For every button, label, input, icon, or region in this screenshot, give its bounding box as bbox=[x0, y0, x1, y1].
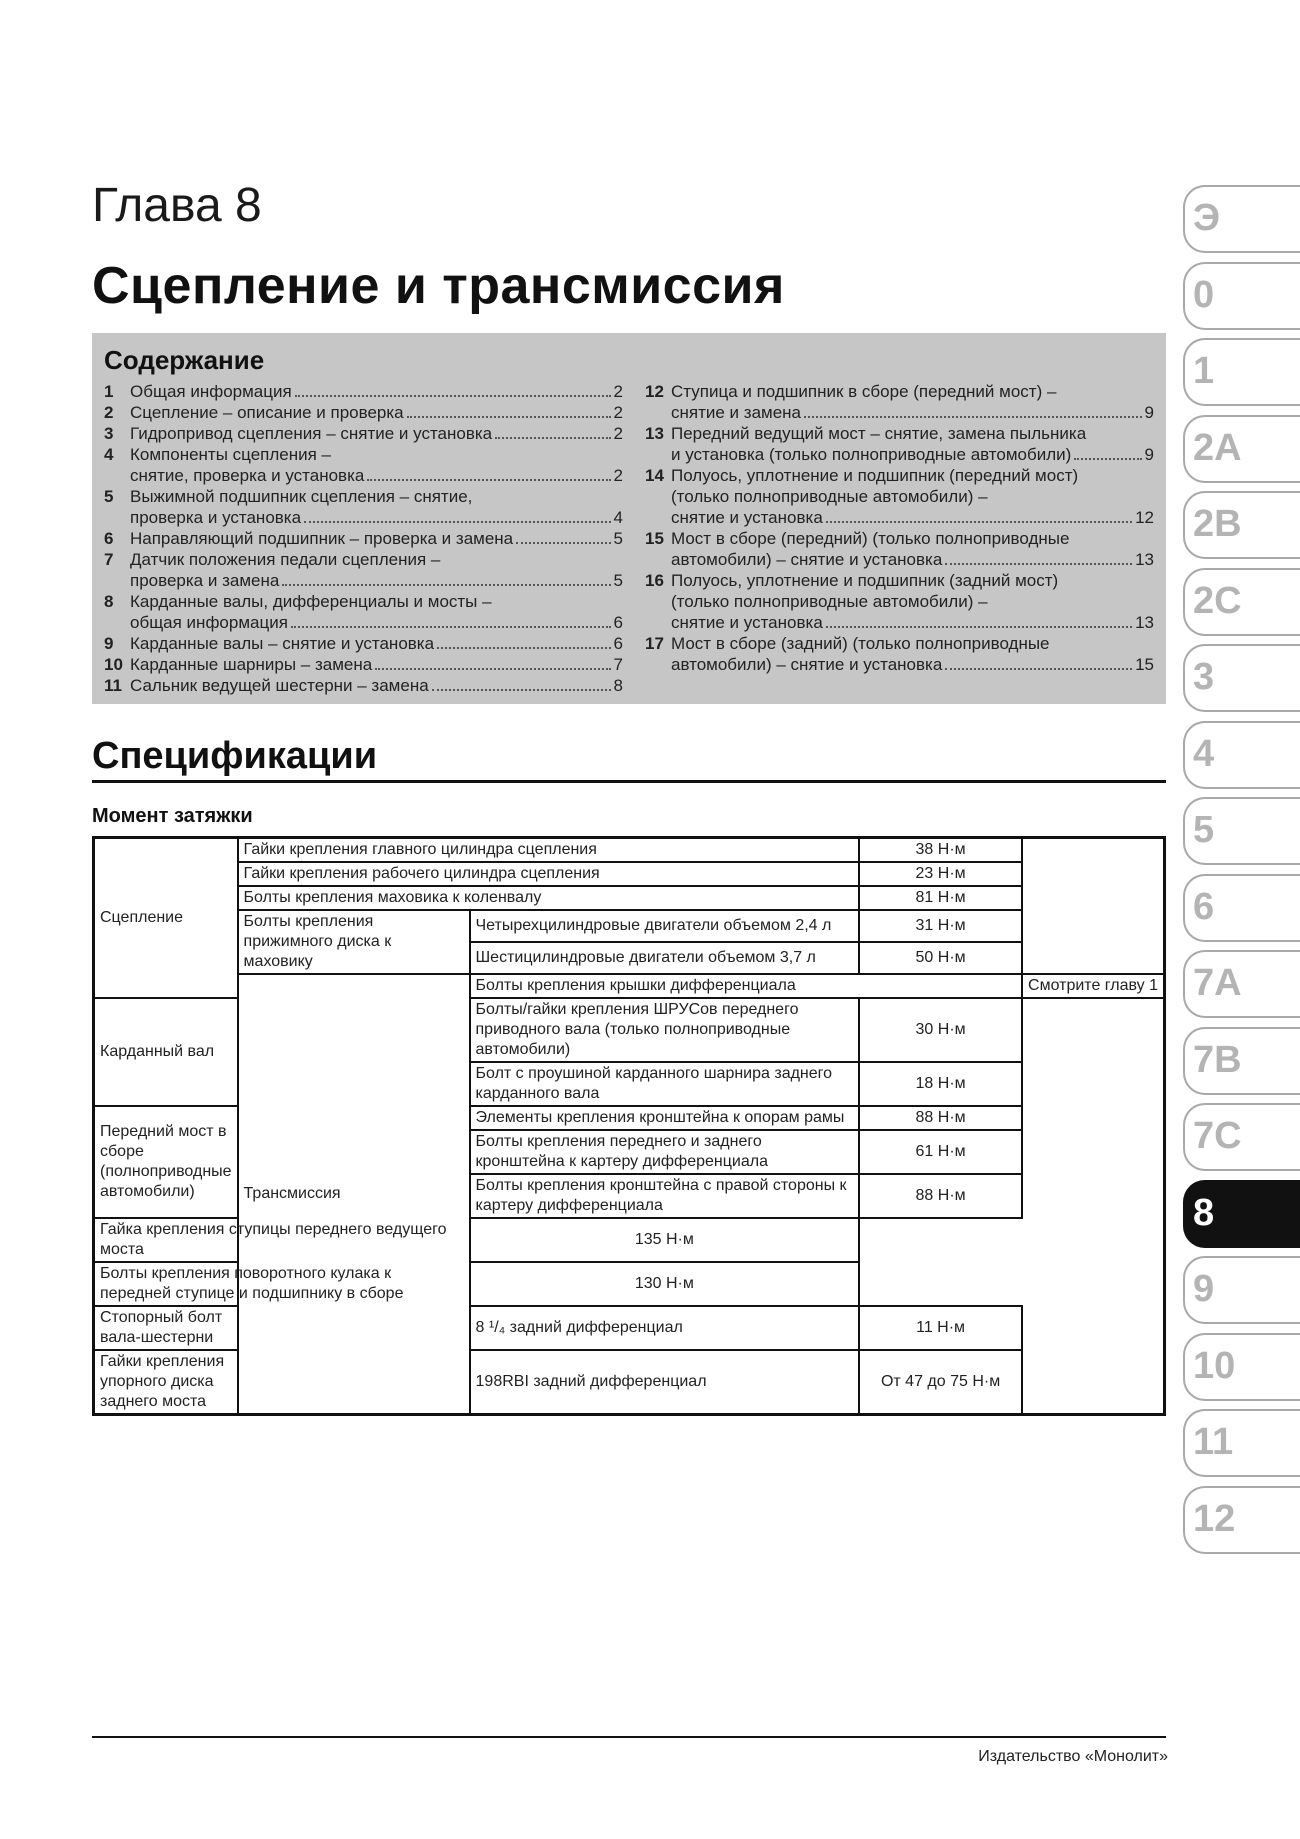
toc-number: 8 bbox=[104, 592, 114, 611]
chapter-tab[interactable] bbox=[1183, 721, 1300, 789]
toc-page-number: 6 bbox=[613, 613, 623, 632]
torque-value: 23 Н·м bbox=[859, 862, 1022, 886]
footer-divider bbox=[92, 1736, 1166, 1738]
chapter-tab[interactable] bbox=[1183, 1256, 1300, 1324]
chapter-tab-label: 11 bbox=[1193, 1421, 1234, 1463]
chapter-tab-label: 2B bbox=[1193, 503, 1242, 545]
chapter-tab[interactable] bbox=[1183, 262, 1300, 330]
table-cell: Болты крепления крышки дифференциала bbox=[470, 974, 1023, 998]
toc-page-number: 4 bbox=[613, 508, 623, 527]
table-cell: Передний мост в сборе (полноприводные автомобили) bbox=[94, 1106, 238, 1218]
toc-text: Сцепление – описание и проверка bbox=[130, 403, 404, 422]
toc-number: 2 bbox=[104, 403, 114, 422]
table-cell: Гайки крепления главного цилиндра сцепления bbox=[238, 838, 860, 863]
toc-leader bbox=[432, 689, 611, 691]
toc-leader bbox=[826, 521, 1132, 523]
chapter-title: Сцепление и трансмиссия bbox=[92, 257, 785, 315]
toc-text: (только полноприводные автомобили) – bbox=[671, 592, 988, 611]
toc-entry bbox=[645, 528, 1154, 570]
transmission-group-cell: Трансмиссия bbox=[238, 974, 470, 1415]
toc-page-number: 5 bbox=[613, 571, 623, 590]
toc-entry bbox=[104, 549, 623, 591]
table-cell: Болты крепления прижимного диска к маховику bbox=[238, 910, 470, 974]
toc-entry bbox=[645, 423, 1154, 465]
toc-entry bbox=[104, 486, 623, 528]
toc-number: 10 bbox=[104, 655, 123, 674]
toc-text: Направляющий подшипник – проверка и замена bbox=[130, 529, 514, 548]
toc-leader bbox=[826, 626, 1132, 628]
toc-text: и установка (только полноприводные автомобили) bbox=[671, 445, 1072, 464]
chapter-tab-label: 7A bbox=[1193, 962, 1242, 1004]
chapter-tab[interactable] bbox=[1183, 1103, 1300, 1171]
toc-number: 15 bbox=[645, 529, 664, 548]
toc-leader bbox=[945, 668, 1132, 670]
toc-number: 5 bbox=[104, 487, 114, 506]
toc-number: 12 bbox=[645, 382, 664, 401]
table-cell: Шестицилиндровые двигатели объемом 3,7 л bbox=[470, 942, 860, 974]
chapter-tab[interactable] bbox=[1183, 797, 1300, 865]
toc-entry bbox=[645, 570, 1154, 633]
toc-text: Полуось, уплотнение и подшипник (задний мост) bbox=[671, 571, 1059, 590]
chapter-tab-label: 12 bbox=[1193, 1497, 1236, 1540]
torque-value: 88 Н·м bbox=[859, 1106, 1022, 1130]
toc-page-number: 2 bbox=[613, 424, 623, 443]
torque-value: 130 Н·м bbox=[470, 1262, 860, 1306]
table-cell: Гайки крепления упорного диска заднего моста bbox=[94, 1350, 238, 1415]
toc-entry bbox=[104, 633, 623, 654]
toc-text: Мост в сборе (передний) (только полноприводные bbox=[671, 529, 1070, 548]
contents-left-column bbox=[104, 381, 623, 696]
toc-entry bbox=[104, 591, 623, 633]
toc-leader bbox=[516, 542, 610, 544]
chapter-tab-label: 7C bbox=[1193, 1115, 1242, 1157]
toc-page-number: 2 bbox=[613, 382, 623, 401]
specs-divider bbox=[92, 780, 1166, 783]
table-cell: Гайка крепления ступицы переднего ведущего моста bbox=[94, 1218, 470, 1262]
torque-value: 81 Н·м bbox=[859, 886, 1022, 910]
torque-value: Смотрите главу 1 bbox=[1022, 974, 1164, 998]
chapter-tab[interactable] bbox=[1183, 185, 1300, 253]
toc-number: 1 bbox=[104, 382, 114, 401]
toc-entry bbox=[645, 465, 1154, 528]
table-row bbox=[94, 862, 1165, 886]
toc-text: снятие и установка bbox=[671, 508, 823, 527]
chapter-tab[interactable] bbox=[1183, 1486, 1300, 1554]
toc-page-number: 9 bbox=[1144, 403, 1154, 422]
toc-page-number: 5 bbox=[613, 529, 623, 548]
table-cell: Стопорный болт вала-шестерни bbox=[94, 1306, 238, 1350]
table-cell: Элементы крепления кронштейна к опорам рамы bbox=[470, 1106, 860, 1130]
toc-text: снятие, проверка и установка bbox=[130, 466, 365, 485]
toc-number: 9 bbox=[104, 634, 114, 653]
toc-text: проверка и замена bbox=[130, 571, 280, 590]
chapter-tab-label: 3 bbox=[1193, 656, 1215, 698]
toc-number: 3 bbox=[104, 424, 114, 443]
table-row bbox=[94, 974, 1165, 998]
toc-text: общая информация bbox=[130, 613, 288, 632]
toc-entry bbox=[104, 423, 623, 444]
chapter-label: Глава 8 bbox=[92, 179, 262, 232]
chapter-tab-label: 7B bbox=[1193, 1038, 1242, 1081]
chapter-tab-label: 9 bbox=[1193, 1268, 1215, 1310]
toc-text: Карданные валы – снятие и установка bbox=[130, 634, 435, 653]
torque-value: 50 Н·м bbox=[859, 942, 1022, 974]
toc-entry bbox=[104, 381, 623, 402]
toc-text: Выжимной подшипник сцепления – снятие, bbox=[130, 487, 473, 506]
toc-page-number: 9 bbox=[1144, 445, 1154, 464]
toc-text: снятие и замена bbox=[671, 403, 802, 422]
toc-text: Карданные шарниры – замена bbox=[130, 655, 373, 674]
table-row bbox=[94, 838, 1165, 863]
chapter-tab[interactable] bbox=[1183, 491, 1300, 559]
table-cell: Болты/гайки крепления ШРУСов переднего приводного вала (только полноприводные автомобили) bbox=[470, 998, 860, 1062]
contents-box bbox=[92, 333, 1166, 704]
torque-value: 135 Н·м bbox=[470, 1218, 860, 1262]
toc-text: Общая информация bbox=[130, 382, 292, 401]
table-cell: Болты крепления поворотного кулака к передней ступице и подшипнику в сборе bbox=[94, 1262, 470, 1306]
toc-text: (только полноприводные автомобили) – bbox=[671, 487, 988, 506]
chapter-tab-label: 6 bbox=[1193, 885, 1215, 928]
toc-page-number: 13 bbox=[1135, 613, 1154, 632]
toc-page-number: 6 bbox=[613, 634, 623, 653]
chapter-tab-label: 5 bbox=[1193, 809, 1215, 851]
chapter-tab[interactable] bbox=[1183, 950, 1300, 1018]
toc-number: 16 bbox=[645, 571, 664, 590]
table-cell: 8 ¹/₄ задний дифференциал bbox=[470, 1306, 860, 1350]
toc-page-number: 15 bbox=[1135, 655, 1154, 674]
toc-leader bbox=[437, 647, 610, 649]
torque-value: 11 Н·м bbox=[859, 1306, 1022, 1350]
toc-leader bbox=[367, 479, 610, 481]
toc-text: Передний ведущий мост – снятие, замена пыльника bbox=[671, 424, 1087, 443]
toc-leader bbox=[495, 437, 610, 439]
toc-leader bbox=[804, 416, 1142, 418]
torque-value: 30 Н·м bbox=[859, 998, 1022, 1062]
torque-value: 88 Н·м bbox=[859, 1174, 1022, 1218]
torque-value: 31 Н·м bbox=[859, 910, 1022, 942]
table-cell: Карданный вал bbox=[94, 998, 238, 1106]
chapter-tab-label: 0 bbox=[1193, 273, 1215, 316]
toc-text: проверка и установка bbox=[130, 508, 302, 527]
toc-entry bbox=[104, 444, 623, 486]
chapter-tab-label: 2C bbox=[1193, 579, 1242, 622]
table-cell: Болты крепления кронштейна с правой стороны к картеру дифференциала bbox=[470, 1174, 860, 1218]
toc-text: автомобили) – снятие и установка bbox=[671, 550, 943, 569]
toc-number: 11 bbox=[104, 676, 122, 695]
toc-leader bbox=[295, 395, 611, 397]
torque-value: От 47 до 75 Н·м bbox=[859, 1350, 1022, 1415]
toc-text: Карданные валы, дифференциалы и мосты – bbox=[130, 592, 492, 611]
toc-text: Мост в сборе (задний) (только полноприводные bbox=[671, 634, 1050, 653]
toc-page-number: 8 bbox=[613, 676, 623, 695]
chapter-tab-label: 8 bbox=[1193, 1191, 1215, 1234]
toc-entry bbox=[645, 381, 1154, 423]
chapter-tab-label: 1 bbox=[1193, 350, 1215, 392]
toc-leader bbox=[291, 626, 611, 628]
table-row bbox=[94, 910, 1165, 942]
toc-text: Ступица и подшипник в сборе (передний мост) – bbox=[671, 382, 1057, 401]
toc-page-number: 12 bbox=[1135, 508, 1154, 527]
toc-page-number: 7 bbox=[613, 655, 623, 674]
toc-leader bbox=[375, 668, 610, 670]
publisher-label: Издательство «Монолит» bbox=[978, 1748, 1168, 1765]
chapter-tab-label: Э bbox=[1193, 197, 1221, 239]
table-cell: Четырехцилиндровые двигатели объемом 2,4 л bbox=[470, 910, 860, 942]
chapter-tab[interactable] bbox=[1183, 1409, 1300, 1477]
torque-value: 38 Н·м bbox=[859, 838, 1022, 863]
table-row bbox=[94, 886, 1165, 910]
chapter-tab[interactable] bbox=[1183, 1333, 1300, 1401]
toc-page-number: 13 bbox=[1135, 550, 1154, 569]
clutch-group-cell: Сцепление bbox=[94, 838, 238, 999]
toc-leader bbox=[304, 521, 610, 523]
chapter-tab-label: 4 bbox=[1193, 732, 1215, 775]
toc-leader bbox=[282, 584, 610, 586]
toc-text: Сальник ведущей шестерни – замена bbox=[130, 676, 429, 695]
toc-entry bbox=[104, 402, 623, 423]
toc-entry bbox=[645, 633, 1154, 675]
toc-text: Датчик положения педали сцепления – bbox=[130, 550, 441, 569]
toc-text: снятие и установка bbox=[671, 613, 823, 632]
table-row bbox=[94, 1218, 1165, 1262]
table-cell: Болты крепления переднего и заднего кронштейна к картеру дифференциала bbox=[470, 1130, 860, 1174]
specs-title: Спецификации bbox=[92, 735, 378, 777]
toc-leader bbox=[945, 563, 1132, 565]
chapter-tabs bbox=[1183, 185, 1300, 1562]
table-row bbox=[94, 1262, 1165, 1306]
chapter-tab[interactable] bbox=[1183, 1180, 1300, 1248]
toc-entry bbox=[104, 528, 623, 549]
torque-value: 61 Н·м bbox=[859, 1130, 1022, 1174]
chapter-tab[interactable] bbox=[1183, 338, 1300, 406]
chapter-tab[interactable] bbox=[1183, 415, 1300, 483]
toc-number: 4 bbox=[104, 445, 114, 464]
chapter-tab-label: 10 bbox=[1193, 1344, 1236, 1387]
toc-text: Компоненты сцепления – bbox=[130, 445, 332, 464]
toc-number: 14 bbox=[645, 466, 664, 485]
table-cell: Гайки крепления рабочего цилиндра сцепления bbox=[238, 862, 860, 886]
toc-page-number: 2 bbox=[613, 403, 623, 422]
toc-leader bbox=[1074, 458, 1141, 460]
torque-title: Момент затяжки bbox=[92, 805, 253, 827]
chapter-tab[interactable] bbox=[1183, 644, 1300, 712]
toc-text: Полуось, уплотнение и подшипник (передний мост) bbox=[671, 466, 1079, 485]
chapter-tab-label: 2A bbox=[1193, 426, 1242, 469]
table-cell: 198RBI задний дифференциал bbox=[470, 1350, 860, 1415]
toc-number: 6 bbox=[104, 529, 114, 548]
toc-number: 17 bbox=[645, 634, 664, 653]
chapter-tab[interactable] bbox=[1183, 874, 1300, 942]
contents-heading: Содержание bbox=[104, 345, 265, 375]
toc-text: Гидропривод сцепления – снятие и установка bbox=[130, 424, 493, 443]
toc-leader bbox=[407, 416, 611, 418]
toc-page-number: 2 bbox=[613, 466, 623, 485]
chapter-tab[interactable] bbox=[1183, 568, 1300, 636]
torque-table bbox=[92, 836, 1166, 1416]
toc-text: автомобили) – снятие и установка bbox=[671, 655, 943, 674]
contents-right-column bbox=[645, 381, 1154, 675]
toc-number: 7 bbox=[104, 550, 114, 569]
toc-number: 13 bbox=[645, 424, 664, 443]
toc-entry bbox=[104, 654, 623, 675]
chapter-tab[interactable] bbox=[1183, 1027, 1300, 1095]
toc-entry bbox=[104, 675, 623, 696]
table-cell: Болт с проушиной карданного шарнира заднего карданного вала bbox=[470, 1062, 860, 1106]
torque-value: 18 Н·м bbox=[859, 1062, 1022, 1106]
table-cell: Болты крепления маховика к коленвалу bbox=[238, 886, 860, 910]
